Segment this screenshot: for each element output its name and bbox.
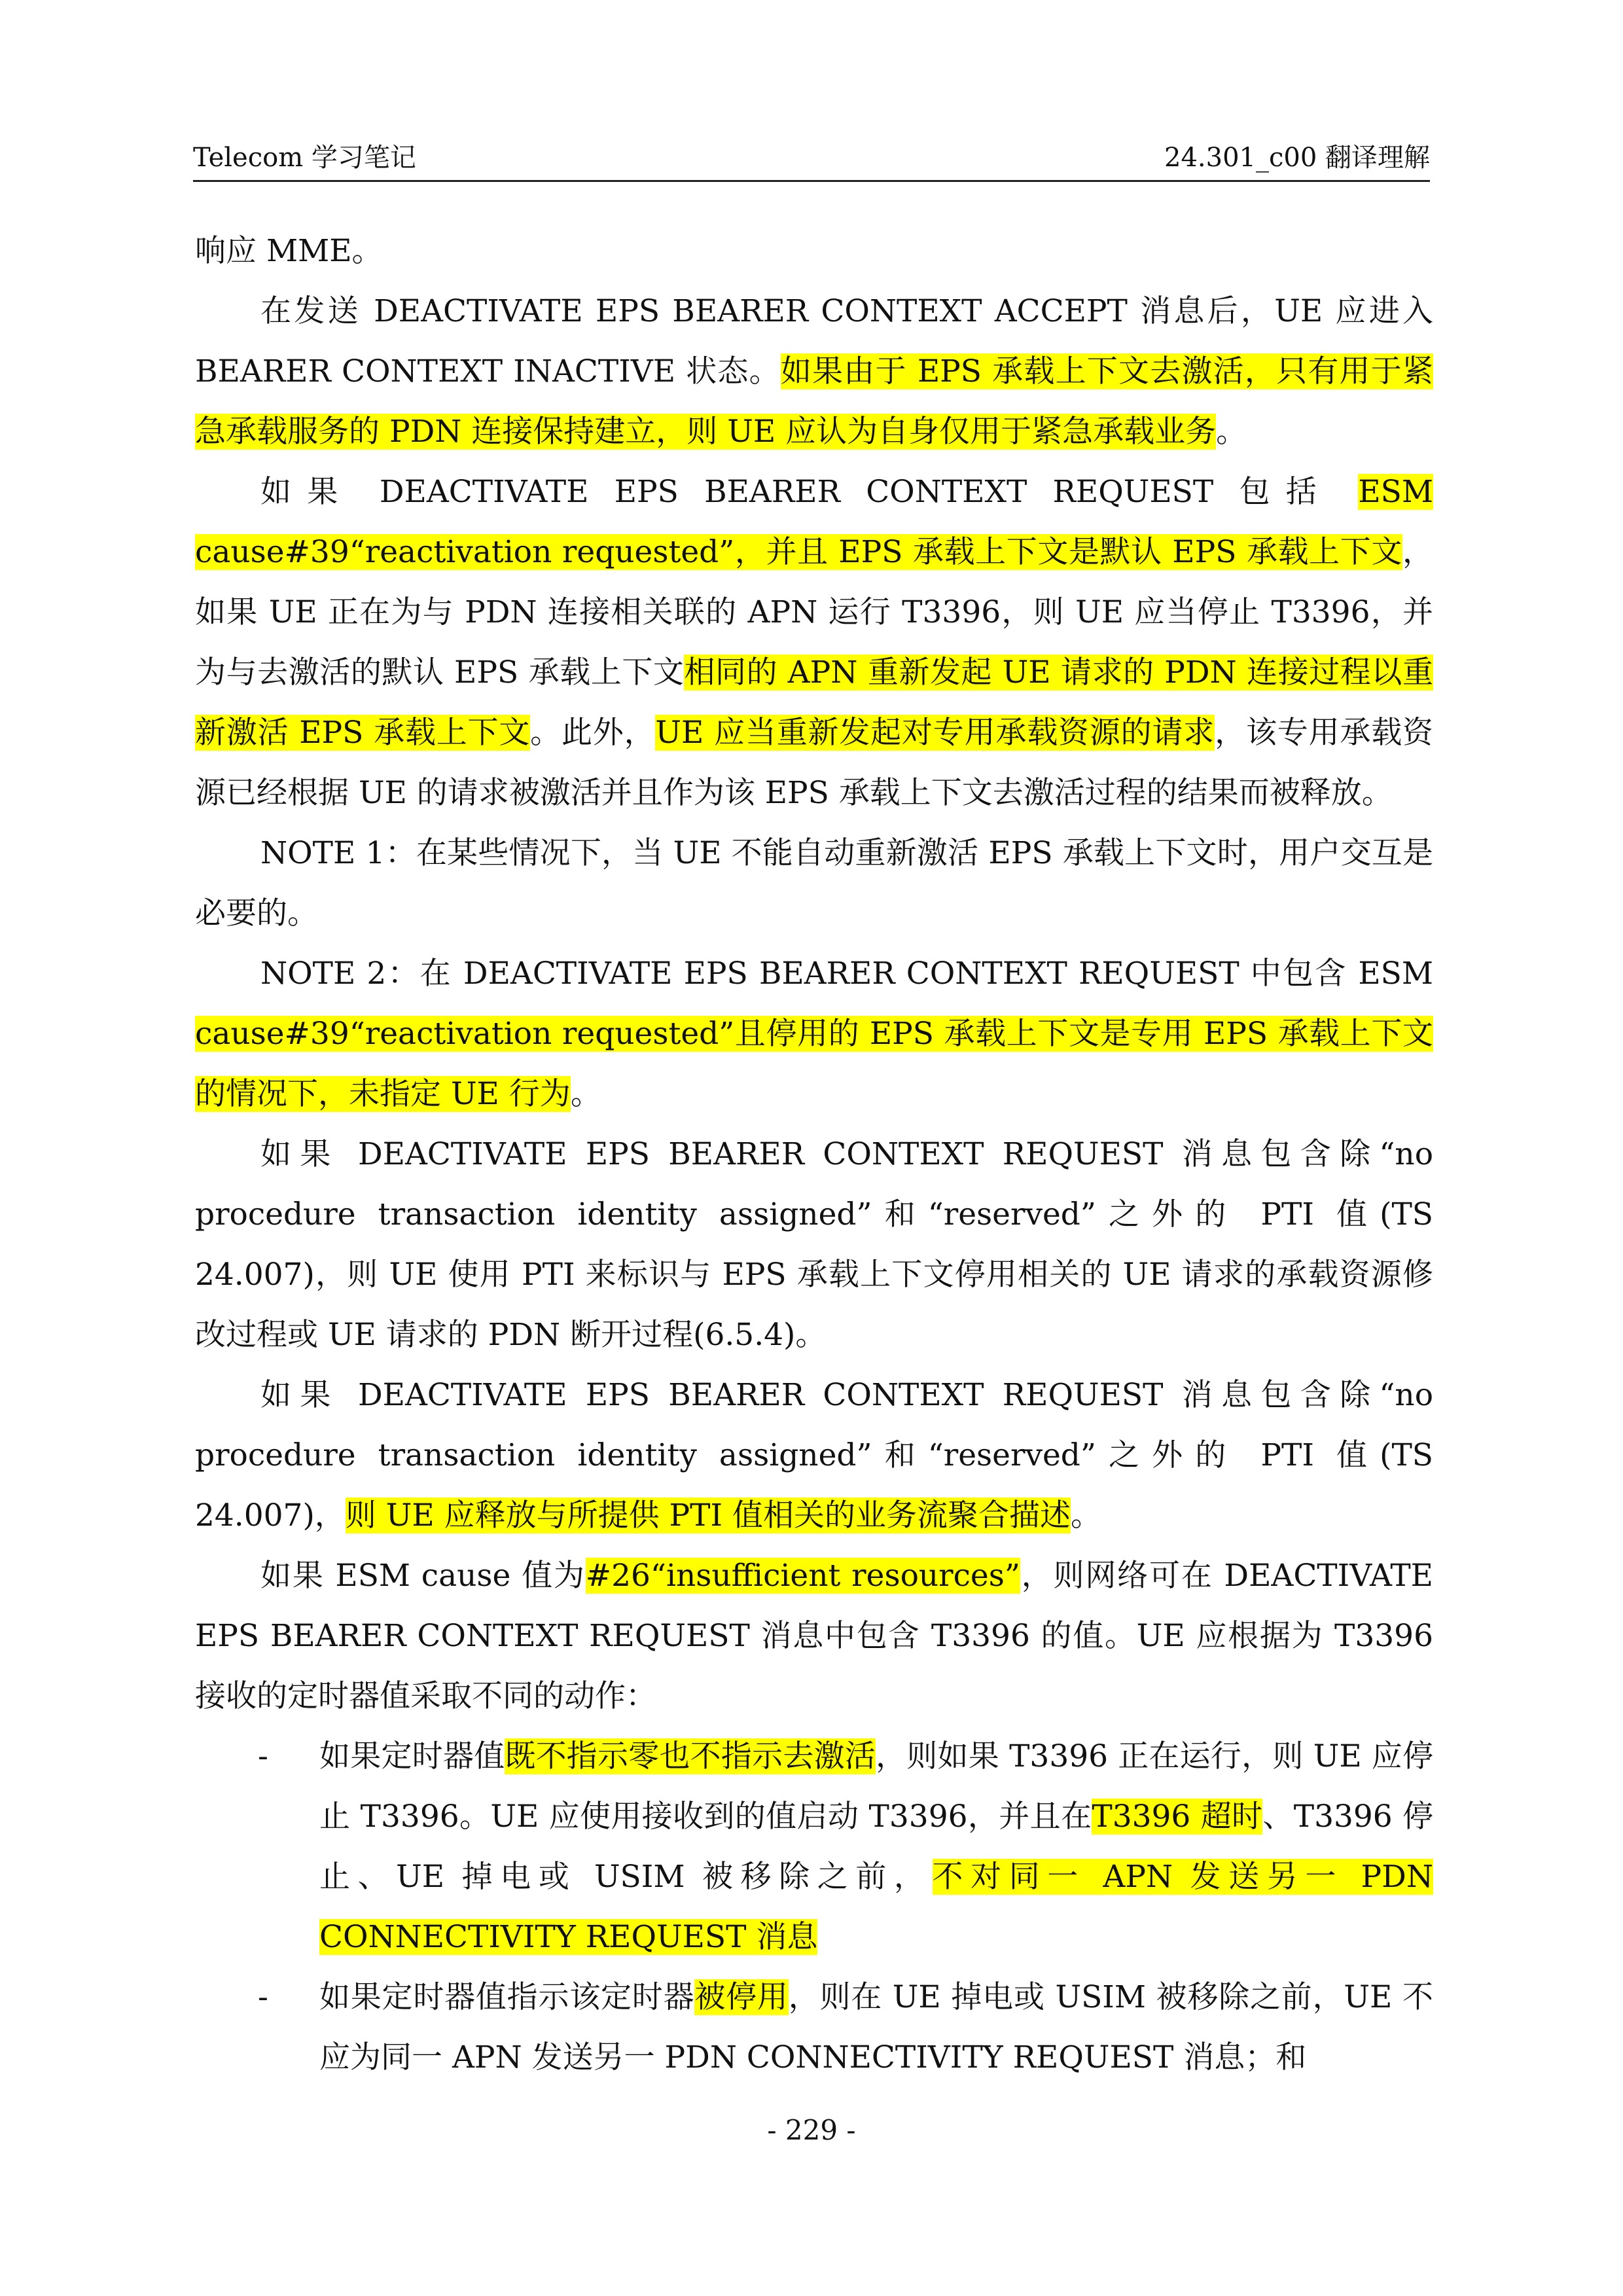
page-body xyxy=(195,221,1433,2088)
paragraph-text: 响应 MME。 xyxy=(195,233,383,269)
list-item xyxy=(195,1967,1433,2088)
highlighted-text: T3396 超时 xyxy=(1092,1799,1263,1835)
paragraph-text: 如果 ESM cause 值为 xyxy=(260,1558,586,1594)
paragraph-1 xyxy=(195,221,1433,281)
paragraph-text: ，如果 UE 正在为与 PDN 连接相关联的 APN 运行 T3396，则 UE 应当停止 T3396，并为与去激活的默认 EPS 承载上下文 xyxy=(195,534,1433,691)
highlighted-text: #26“insufficient resources” xyxy=(585,1558,1020,1594)
header-divider xyxy=(193,180,1430,182)
paragraph-7 xyxy=(195,1365,1433,1546)
highlighted-text: 不对同一 APN 发送另一 PDN CONNECTIVITY REQUEST 消息 xyxy=(319,1859,1433,1955)
paragraph-text: 。 xyxy=(1216,414,1247,450)
highlighted-text: 如果由于 EPS 承载上下文去激活，只有用于紧急承载服务的 PDN 连接保持建立，则 UE 应认为自身仅用于紧急承载业务 xyxy=(195,353,1433,450)
note-text: 。 xyxy=(570,1076,601,1112)
bullet-dash: - xyxy=(258,1979,268,2015)
list-text: 如果定时器值 xyxy=(319,1738,505,1774)
paragraph-text: 如果 DEACTIVATE EPS BEARER CONTEXT REQUEST 消息包含除“no procedure transaction identity assigned”和“reserved”之外的 PTI 值(TS 24.007)，则 UE 使用 PTI 来标识与 EPS 承载上下文停用相关的 UE 请求的承载资源修改过程或 UE 请求的 PDN 断开过程(6.5.4)。 xyxy=(195,1136,1433,1353)
highlighted-text: 相同的 APN 重新发起 UE 请求的 PDN 连接过程以重新激活 EPS 承载上下文 xyxy=(195,655,1433,751)
paragraph-text: 。此外， xyxy=(530,715,656,751)
list-text: 、T3396 停止、UE 掉电或 USIM 被移除之前， xyxy=(319,1799,1433,1895)
bullet-dash: - xyxy=(258,1738,268,1774)
header-title: Telecom 学习笔记 xyxy=(193,143,416,173)
highlighted-text: UE 应当重新发起对专用承载资源的请求 xyxy=(655,715,1215,751)
timer-action-list xyxy=(195,1727,1433,2088)
highlighted-text: 既不指示零也不指示去激活 xyxy=(505,1738,876,1774)
paragraph-text: 如果 DEACTIVATE EPS BEARER CONTEXT REQUEST 消息包含除“no procedure transaction identity assigned”和“reserved”之外的 PTI 值(TS 24.007)， xyxy=(195,1377,1433,1534)
paragraph-text: 在发送 DEACTIVATE EPS BEARER CONTEXT ACCEPT 消息后，UE 应进入 BEARER CONTEXT INACTIVE 状态。 xyxy=(195,293,1433,389)
list-text: ，则如果 T3396 正在运行，则 UE 应停止 T3396。UE 应使用接收到的值启动 T3396，并且在 xyxy=(319,1738,1434,1835)
note-2 xyxy=(195,944,1433,1124)
list-item xyxy=(195,1727,1433,1967)
paragraph-text: ，该专用承载资源已经根据 UE 的请求被激活并且作为该 EPS 承载上下文去激活过程的结果而被释放。 xyxy=(195,715,1434,811)
paragraph-3 xyxy=(195,462,1433,823)
paragraph-6 xyxy=(195,1124,1433,1365)
note-text: NOTE 1：在某些情况下，当 UE 不能自动重新激活 EPS 承载上下文时，用户交互是必要的。 xyxy=(195,835,1433,931)
list-text: 如果定时器值指示该定时器 xyxy=(319,1979,695,2015)
paragraph-text: ，则网络可在 DEACTIVATE EPS BEARER CONTEXT REQUEST 消息中包含 T3396 的值。UE 应根据为 T3396 接收的定时器值采取不同的动作： xyxy=(195,1558,1433,1714)
highlighted-text: 则 UE 应释放与所提供 PTI 值相关的业务流聚合描述 xyxy=(345,1498,1071,1534)
page-number: - 229 - xyxy=(767,2114,856,2146)
paragraph-text: 如果 DEACTIVATE EPS BEARER CONTEXT REQUEST 包括 xyxy=(260,474,1359,510)
highlighted-text: 被停用 xyxy=(694,1979,789,2015)
header-doc-id: 24.301_c00 翻译理解 xyxy=(1164,143,1430,173)
page-header xyxy=(193,137,1430,178)
highlighted-text: cause#39“reactivation requested”且停用的 EPS 承载上下文是专用 EPS 承载上下文的情况下，未指定 UE 行为 xyxy=(195,1016,1433,1112)
note-1 xyxy=(195,823,1433,944)
paragraph-2 xyxy=(195,281,1433,462)
highlighted-text: ESM cause#39“reactivation requested”，并且 EPS 承载上下文是默认 EPS 承载上下文 xyxy=(195,474,1433,570)
note-text: NOTE 2：在 DEACTIVATE EPS BEARER CONTEXT REQUEST 中包含 ESM xyxy=(260,956,1433,992)
paragraph-text: 。 xyxy=(1071,1498,1102,1534)
paragraph-8 xyxy=(195,1546,1433,1727)
list-text: ，则在 UE 掉电或 USIM 被移除之前，UE 不应为同一 APN 发送另一 PDN CONNECTIVITY REQUEST 消息；和 xyxy=(319,1979,1433,2075)
